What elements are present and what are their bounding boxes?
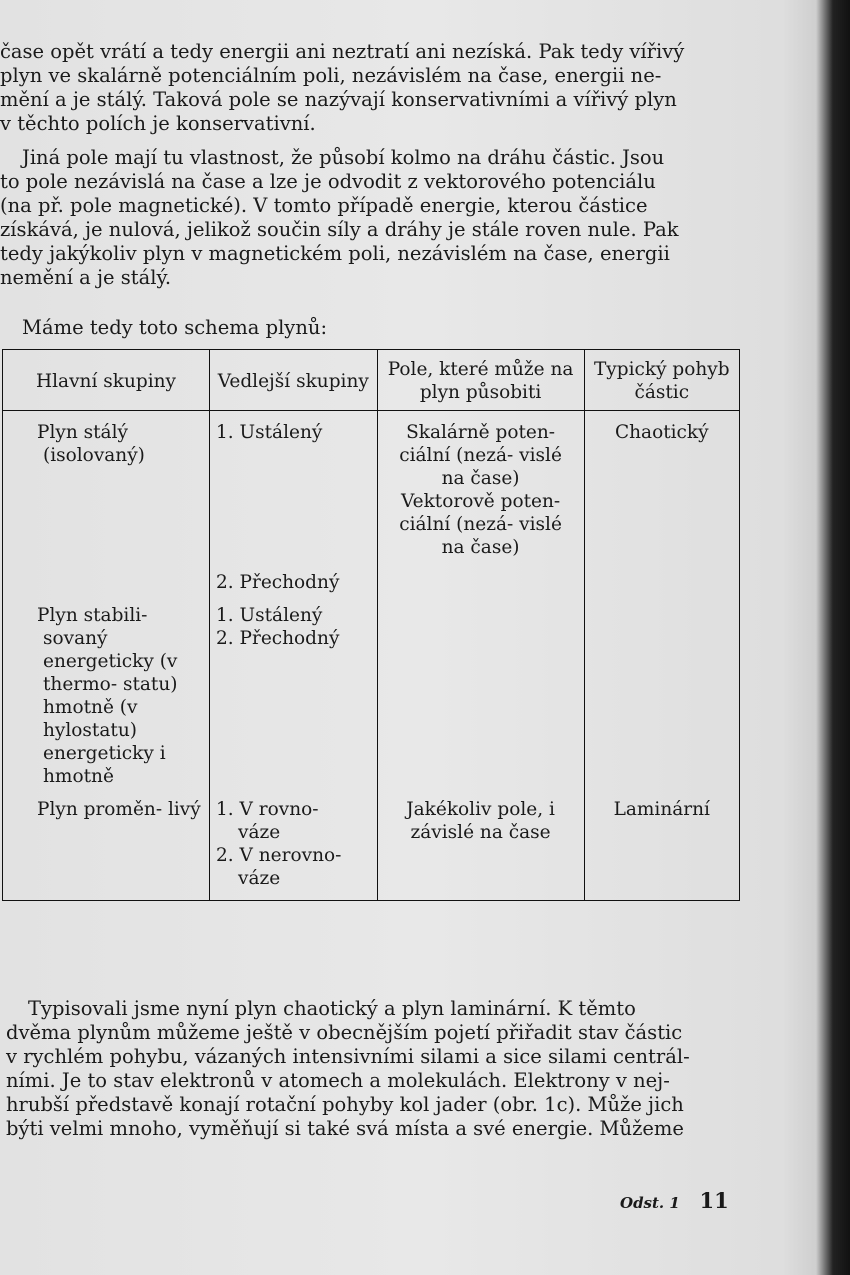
row-group: Plyn stálý (isolovaný) [37,422,145,466]
field-vector: Vektorově poten- ciální (nezá- vislé na čase) [399,491,562,558]
text-line: to pole nezávislá na čase a lze je odvodit z vektorového potenciálu [0,170,656,193]
sub-group-1: 1. Ustálený [216,605,323,626]
header-main-groups: Hlavní skupiny [36,370,176,392]
text-line: Typisovali jsme nyní plyn chaotický a plyn laminární. K těmto [28,997,636,1020]
text-line: Jiná pole mají tu vlastnost, že působí kolmo na dráhu částic. Jsou [22,146,665,169]
row-mark [9,604,37,627]
text-line: získává, je nulová, jelikož součin síly a dráhy je stále roven nule. Pak [0,218,679,241]
motion-laminar: Laminární [584,788,739,901]
text-line: nemění a je stálý. [0,266,172,289]
header-field: Pole, které může na plyn působiti [377,350,584,411]
table-intro: Máme tedy toto schema plynů: [22,316,328,339]
table-row-b [3,594,740,788]
paragraph-1 [0,40,745,136]
paragraph-4 [6,997,744,1141]
table-header-row [3,350,740,411]
sub-group-2: 2. V nerovno- váze [216,845,342,889]
paragraph-2 [0,146,745,290]
sub-group-2: 2. Přechodný [216,628,340,649]
header-motion: Typický pohyb částic [584,350,739,411]
text-line: dvěma plynům můžeme ještě v obecnějším pojetí přiřadit stav částic [6,1021,683,1044]
motion-chaotic: Chaotický [584,411,739,595]
text-line: hrubší představě konají rotační pohyby kol jader (obr. 1c). Může jich [6,1093,684,1116]
text-line: (na př. pole magnetické). V tomto případě energie, kterou částice [0,194,648,217]
text-line: býti velmi mnoho, vyměňují si také svá místa a své energie. Můžeme [6,1117,684,1140]
row-group: Plyn stabili- sovaný energeticky (v thermo- statu) hmotně (v hylostatu) energeticky i hmotně [37,605,178,787]
field-any: Jakékoliv pole, i závislé na čase [406,799,555,843]
header-sub-groups: Vedlejší skupiny [210,350,378,411]
text-line: mění a je stálý. Taková pole se nazývají konservativními a vířivý plyn [0,88,677,111]
text-line: ními. Je to stav elektronů v atomech a molekulách. Elektrony v nej- [6,1069,670,1092]
page-number: 11 [699,1188,729,1213]
table-row-c [3,788,740,901]
sub-group-1: 1. Ustálený [216,422,323,443]
text-line: v těchto polích je konservativní. [0,112,316,135]
text-line: tedy jakýkoliv plyn v magnetickém poli, nezávislém na čase, energii [0,242,670,265]
text-line: plyn ve skalárně potenciálním poli, nezávislém na čase, energii ne- [0,64,662,87]
row-group: Plyn proměn- livý [37,799,201,820]
table-row-a [3,411,740,595]
page-footer [620,1188,729,1213]
sub-group-2: 2. Přechodný [216,572,340,593]
field-scalar: Skalárně poten- ciální (nezá- vislé na čase) [399,422,562,489]
text-line: v rychlém pohybu, vázaných intensivními silami a sice silami centrál- [6,1045,690,1068]
text-line: čase opět vrátí a tedy energii ani neztratí ani nezíská. Pak tedy vířivý [0,40,685,63]
row-mark [9,421,37,444]
gas-schema-table [2,349,740,901]
sub-group-1: 1. V rovno- váze [216,799,319,843]
section-label: Odst. 1 [620,1194,680,1212]
row-mark [9,798,37,821]
